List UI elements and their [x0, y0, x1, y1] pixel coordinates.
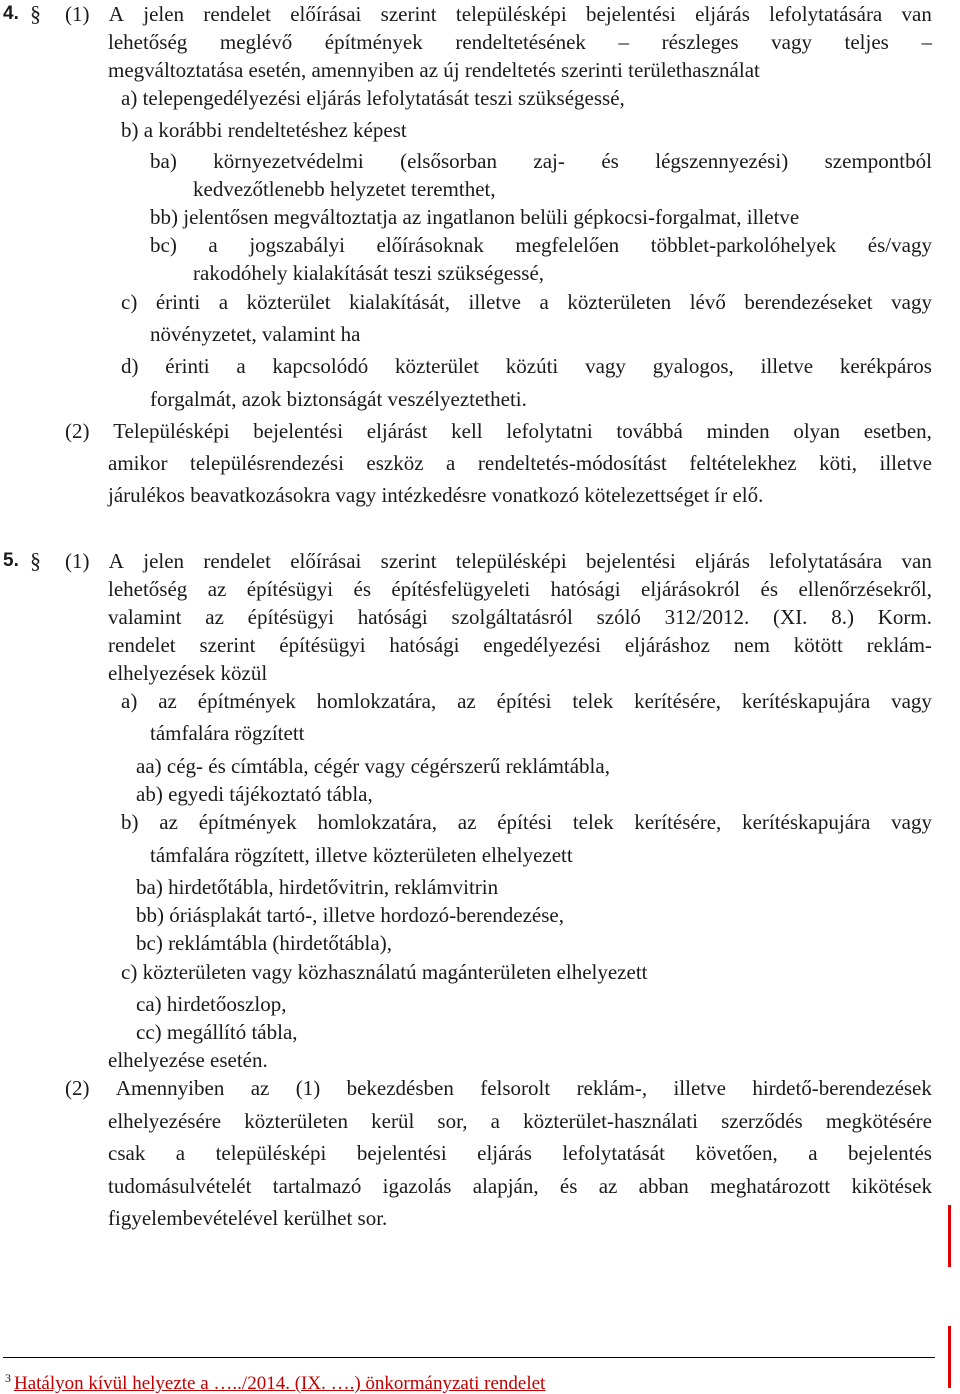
s4-item-d-line1: d) érinti a kapcsolódó közterület közúti vagy gyalogos, illetve kerékpáros [121, 354, 932, 378]
s4-item-b: b) a korábbi rendeltetéshez képest [121, 118, 407, 142]
revision-bar [948, 1205, 951, 1267]
s5-p2-line3: csak a településképi bejelentési eljárás lefolytatását követően, a bejelentés [108, 1141, 932, 1165]
s5-item-c: c) közterületen vagy közhasználatú magánterületen elhelyezett [121, 960, 648, 984]
s4-item-bb: bb) jelentősen megváltoztatja az ingatlanon belüli gépkocsi-forgalmat, illetve [150, 205, 800, 229]
revision-bar-footnote [948, 1326, 951, 1388]
s5-p1-line1: (1) A jelen rendelet előírásai szerint településképi bejelentési eljárás lefolytatására van [65, 549, 932, 573]
footnote-text: Hatályon kívül helyezte a …../2014. (IX. ….) önkormányzati rendelet [14, 1373, 546, 1394]
s5-tail: elhelyezése esetén. [108, 1048, 268, 1072]
s4-p2-line1: (2) Településképi bejelentési eljárást kell lefolytatni továbbá minden olyan esetben, [65, 419, 932, 443]
s5-item-b-line1: b) az építmények homlokzatára, az építési telek kerítésére, kerítéskapujára vagy [121, 810, 932, 834]
s4-item-c-line1: c) érinti a közterület kialakítását, illetve a közterületen lévő berendezéseket vagy [121, 290, 932, 314]
s5-item-ca: ca) hirdetőoszlop, [136, 992, 287, 1016]
section-5-sign: § [30, 548, 41, 573]
section-4-sign: § [30, 1, 41, 26]
footnote-mark: 3 [5, 1371, 11, 1385]
s4-item-a: a) telepengedélyezési eljárás lefolytatását teszi szükségessé, [121, 86, 625, 110]
s5-item-b-line2: támfalára rögzített, illetve közterületen elhelyezett [150, 843, 573, 867]
s5-item-cc: cc) megállító tábla, [136, 1020, 298, 1044]
s5-item-bc: bc) reklámtábla (hirdetőtábla), [136, 931, 392, 955]
s4-p2-line3: járulékos beavatkozásokra vagy intézkedésre vonatkozó kötelezettséget ír elő. [108, 483, 764, 507]
s4-p1-line3: megváltoztatása esetén, amennyiben az új rendeltetés szerinti területhasználat [108, 58, 760, 82]
s5-p1-line2: lehetőség az építésügyi és építésfelügyeleti hatósági eljárásokról és ellenőrzésekről, [108, 577, 932, 601]
s4-p1-line2: lehetőség meglévő építmények rendeltetésének – részleges vagy teljes – [108, 30, 932, 54]
s5-item-bb: bb) óriásplakát tartó-, illetve hordozó-berendezése, [136, 903, 564, 927]
s5-item-ab: ab) egyedi tájékoztató tábla, [136, 782, 373, 806]
s4-p2-line2: amikor településrendezési eszköz a rendeltetés-módosítást feltételekhez köti, illetve [108, 451, 932, 475]
s4-item-bc-line2: rakodóhely kialakítását teszi szükségessé, [193, 261, 545, 285]
section-4-number: 4. [3, 3, 19, 24]
s4-item-ba-line2: kedvezőtlenebb helyzetet teremthet, [193, 177, 496, 201]
s5-item-ba: ba) hirdetőtábla, hirdetővitrin, reklámvitrin [136, 875, 499, 899]
s5-p2-line1: (2) Amennyiben az (1) bekezdésben felsorolt reklám-, illetve hirdető-berendezések [65, 1076, 932, 1100]
s5-item-aa: aa) cég- és címtábla, cégér vagy cégérszerű reklámtábla, [136, 754, 610, 778]
s4-item-c-line2: növényzetet, valamint ha [150, 322, 361, 346]
footnote [5, 1372, 545, 1393]
s4-item-bc-line1: bc) a jogszabályi előírásoknak megfelelően többlet-parkolóhelyek és/vagy [150, 233, 932, 257]
s5-p2-line4: tudomásulvételét tartalmazó igazolás alapján, és az abban meghatározott kikötések [108, 1174, 932, 1198]
section-5-number: 5. [3, 550, 19, 571]
s5-p1-line4: rendelet szerint építésügyi hatósági engedélyezési eljáráshoz nem kötött reklám- [108, 633, 932, 657]
s4-p1-line1: (1) A jelen rendelet előírásai szerint településképi bejelentési eljárás lefolytatására van [65, 2, 932, 26]
s5-p2-line2: elhelyezésére közterületen kerül sor, a közterület-használati szerződés megkötésére [108, 1109, 932, 1133]
footnote-separator [3, 1357, 935, 1358]
s5-item-a-line2: támfalára rögzített [150, 721, 305, 745]
s4-item-d-line2: forgalmát, azok biztonságát veszélyeztetheti. [150, 387, 527, 411]
s5-p2-line5: figyelembevételével kerülhet sor. [108, 1206, 388, 1230]
s5-p1-line3: valamint az építésügyi hatósági szolgáltatásról szóló 312/2012. (XI. 8.) Korm. [108, 605, 932, 629]
s5-p1-line5: elhelyezések közül [108, 661, 268, 685]
s5-item-a-line1: a) az építmények homlokzatára, az építési telek kerítésére, kerítéskapujára vagy [121, 689, 932, 713]
s4-item-ba-line1: ba) környezetvédelmi (elsősorban zaj- és légszennyezési) szempontból [150, 149, 932, 173]
